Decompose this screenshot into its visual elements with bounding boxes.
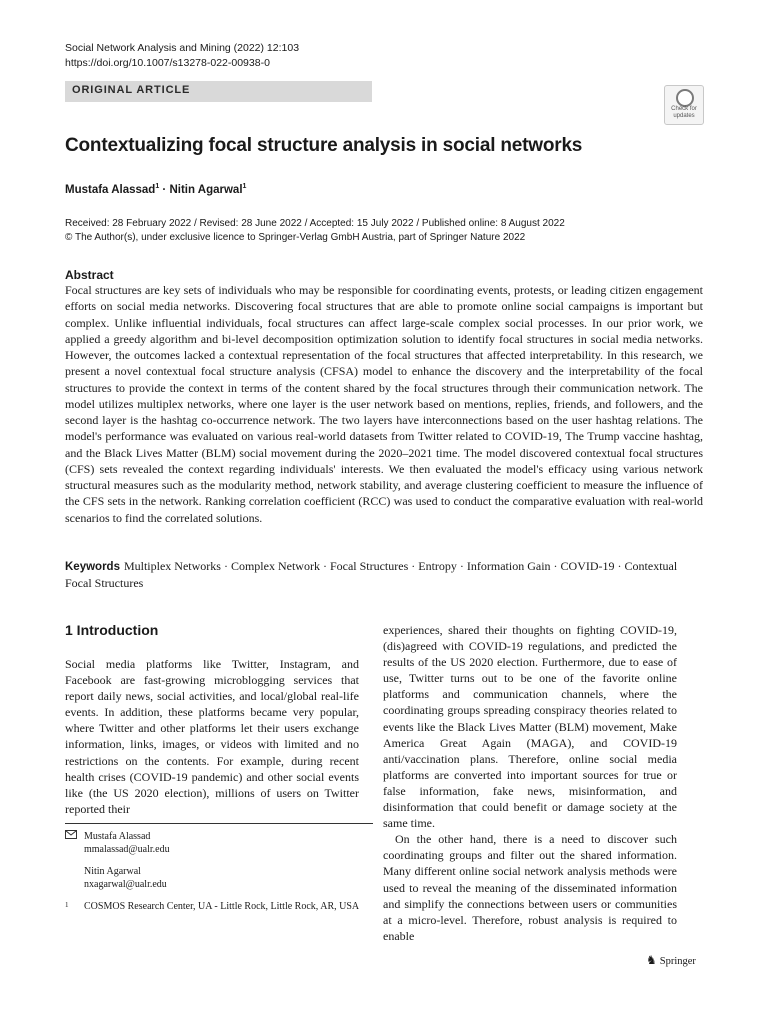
corresponding-author-note [65,830,373,856]
affiliation-note [65,900,373,913]
author-name: Nitin Agarwal [169,183,243,196]
copyright-line: © The Author(s), under exclusive licence to Springer-Verlag GmbH Austria, part of Springer Nature 2022 [65,232,526,243]
publisher-name: Springer [659,956,696,967]
author-affiliation-mark: 1 [155,183,160,190]
keywords-list: Multiplex Networks · Complex Network · Focal Structures · Entropy · Information Gain · COVID-19 · Contextual Focal Structures [65,559,678,590]
article-type-banner [65,81,372,102]
author-list [65,179,246,198]
envelope-icon [65,830,77,843]
author-email[interactable]: mmalassad@ualr.edu [84,844,170,855]
check-for-updates-icon [676,89,694,107]
affiliation-number: 1 [65,901,69,909]
springer-horse-icon: ♞ [646,953,657,967]
author-email[interactable]: nxagarwal@ualr.edu [84,879,167,890]
author-affiliation-mark: 1 [242,183,247,190]
author-contact-note [65,865,373,891]
keywords [65,558,703,591]
author-separator: · [159,183,170,196]
check-for-updates-badge[interactable] [664,85,704,125]
check-for-updates-label: Check for updates [671,106,697,119]
footnotes [65,830,373,922]
keywords-label: Keywords [65,561,120,573]
footnote-divider [65,823,373,824]
article-title: Contextualizing focal structure analysis in social networks [65,135,583,156]
article-type-label: ORIGINAL ARTICLE [72,84,191,96]
affiliation-text: COSMOS Research Center, UA - Little Rock, Little Rock, AR, USA [84,901,360,912]
author-name: Nitin Agarwal [84,866,141,877]
author-name: Mustafa Alassad [65,183,156,196]
body-paragraph: experiences, shared their thoughts on fighting COVID-19, (dis)agreed with COVID-19 regulations, and predicted the results of the US 2020 election. Furthermore, due to ease of use, Twitter turns out to be one of the favorite online platforms and communication channels, where the coordinating groups spreading conspiracy theories related to events like the Black Lives Matter (BLM) movement, Make America Great Again (MAGA), and COVID-19 anti/vaccination plans. Therefore, online social media platforms are converted into important sources for true or false information, fake news, misinformation, and disinformation that could benefit or damage society at the same time. [383,623,677,831]
abstract-heading: Abstract [65,268,114,282]
history-dates: Received: 28 February 2022 / Revised: 28 June 2022 / Accepted: 15 July 2022 / Published online: 8 August 2022 [65,218,565,229]
abstract-text: Focal structures are key sets of individuals who may be responsible for coordinating events, protests, or leading citizen engagement efforts on social media networks. Discovering focal structures that are able to promote online social campaigns is important but complex. Unlike influential individuals, focal structures can affect large-scale complex social processes. In our prior work, we applied a greedy algorithm and bi-level decomposition optimization solution to identify focal structures in social media networks. However, the outcomes lacked a contextual representation of the focal structures that affected interpretability. In this research, we present a novel contextual focal structure analysis (CFSA) model to enhance the discovery and the interpretability of the focal structures to provide the context in terms of the content shared by the focal structures through their communication network. The model utilizes multiplex networks, where one layer is the user network based on mentions, replies, friends, and followers, and the second layer is the hashtag co-occurrence network. The two layers have interconnections based on the user hashtag relations. The model's performance was evaluated on various real-world datasets from Twitter related to COVID-19, The Trump vaccine hashtag, and the Black Lives Matter (BLM) social movement during the 2020–2021 time. The model discovered contextual focal structures (CFS) sets revealed the context regarding individuals' interests. We then evaluated the model's efficacy using various network structural measures such as the modularity method, network stability, and average clustering coefficient to measure the influence of the CFS sets in the network. Ranking correlation coefficient (RCC) was used to conduct the comparative evaluation with real-world scenarios to find the correlated solutions. [65,283,703,525]
doi-link[interactable]: https://doi.org/10.1007/s13278-022-00938-0 [65,57,270,69]
body-paragraph: On the other hand, there is a need to discover such coordinating groups and filter out the shared information. Many different online social network analysis methods were used to reveal the meaning of the disseminated information and simplify the connections between users or communities at a micro-level. Therefore, robust analysis is required to enable [383,832,677,943]
journal-citation: Social Network Analysis and Mining (2022) 12:103 [65,42,300,54]
author-name: Mustafa Alassad [84,831,151,842]
journal-header [65,41,299,71]
publisher-mark [646,953,696,969]
introduction-right-column [383,622,677,944]
publication-history [65,217,565,245]
section-heading-introduction: 1 Introduction [65,622,159,638]
introduction-left-column: Social media platforms like Twitter, Instagram, and Facebook are fast-growing microblogging services that report daily news, social activities, and local/global real-life events. In addition, these platforms became very popular, where Twitter and other platforms let their users exchange information, links, images, or videos with limited and no restrictions on the contents. For example, during recent health crises (COVID-19 pandemic) and other social events like (the US 2020 election), millions of users on Twitter reported their [65,657,359,816]
